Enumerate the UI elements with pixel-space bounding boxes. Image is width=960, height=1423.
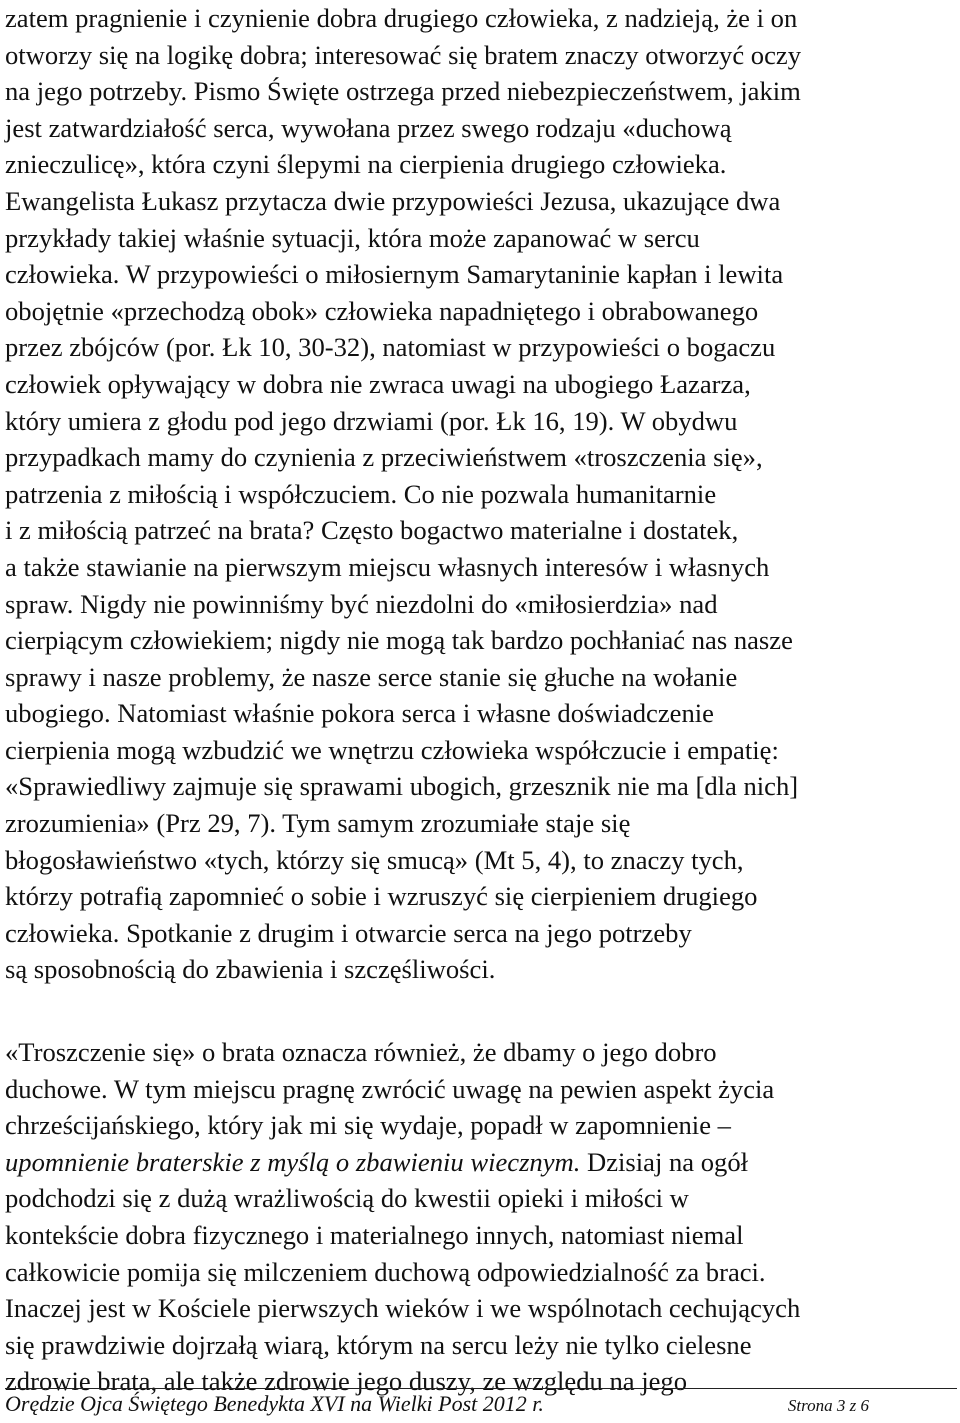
text-line: przez zbójców (por. Łk 10, 30-32), natomiast w przypowieści o bogaczu — [5, 332, 776, 363]
text-line: cierpiącym człowiekiem; nigdy nie mogą tak bardzo pochłaniać nas nasze — [5, 625, 793, 656]
text-line-mixed — [5, 1144, 957, 1181]
text-line: ubogiego. Natomiast właśnie pokora serca i własne doświadczenie — [5, 698, 714, 729]
text-line: «Troszczenie się» o brata oznacza również, że dbamy o jego dobro — [5, 1037, 717, 1068]
text-fragment: Dzisiaj na ogół — [580, 1146, 749, 1177]
paragraph-1 — [5, 0, 957, 988]
text-line: przykłady takiej właśnie sytuacji, która może zapanować w sercu — [5, 222, 700, 253]
text-line: zatem pragnienie i czynienie dobra drugiego człowieka, z nadzieją, że i on — [5, 3, 798, 33]
text-line: którzy potrafią zapomnieć o sobie i wzruszyć się cierpieniem drugiego — [5, 881, 758, 912]
text-line: spraw. Nigdy nie powinniśmy być niezdolni do «miłosierdzia» nad — [5, 588, 718, 619]
text-line: podchodzi się z dużą wrażliwością do kwestii opieki i miłości w — [5, 1183, 689, 1214]
text-line: znieczulicę», która czyni ślepymi na cierpienia drugiego człowieka. — [5, 149, 727, 180]
document-page — [5, 0, 957, 1400]
text-line: Ewangelista Łukasz przytacza dwie przypowieści Jezusa, ukazujące dwa — [5, 185, 781, 216]
text-line: przypadkach mamy do czynienia z przeciwieństwem «troszczenia się», — [5, 442, 763, 473]
text-line: i z miłością patrzeć na brata? Często bogactwo materialne i dostatek, — [5, 515, 739, 546]
text-line: się prawdziwie dojrzałą wiarą, którym na sercu leży nie tylko cielesne — [5, 1329, 752, 1360]
text-line: cierpienia mogą wzbudzić we wnętrzu człowieka współczucie i empatię: — [5, 734, 779, 765]
text-line: obojętnie «przechodzą obok» człowieka napadniętego i obrabowanego — [5, 295, 759, 326]
paragraph-2 — [5, 1034, 957, 1400]
text-line: Inaczej jest w Kościele pierwszych wieków i we wspólnotach cechujących — [5, 1293, 801, 1324]
text-line: błogosławieństwo «tych, którzy się smucą» (Mt 5, 4), to znaczy tych, — [5, 844, 744, 875]
text-line: który umiera z głodu pod jego drzwiami (por. Łk 16, 19). W obydwu — [5, 405, 738, 436]
text-line: otworzy się na logikę dobra; interesować się bratem znaczy otworzyć oczy — [5, 39, 802, 70]
text-line: na jego potrzeby. Pismo Święte ostrzega przed niebezpieczeństwem, jakim — [5, 76, 801, 107]
text-line: duchowe. W tym miejscu pragnę zwrócić uwagę na pewien aspekt życia — [5, 1073, 775, 1104]
text-line: patrzenia z miłością i współczuciem. Co nie pozwala humanitarnie — [5, 478, 717, 509]
text-line: człowieka. Spotkanie z drugim i otwarcie serca na jego potrzeby — [5, 917, 692, 948]
text-line: chrześcijańskiego, który jak mi się wydaje, popadł w zapomnienie – — [5, 1110, 731, 1141]
text-line: sprawy i nasze problemy, że nasze serce stanie się głuche na wołanie — [5, 661, 738, 692]
page-footer — [5, 1388, 957, 1419]
text-line: człowiek opływający w dobra nie zwraca uwagi na ubogiego Łazarza, — [5, 368, 751, 399]
text-line: «Sprawiedliwy zajmuje się sprawami ubogich, grzesznik nie ma [dla nich] — [5, 771, 799, 802]
text-line: człowieka. W przypowieści o miłosiernym Samarytaninie kapłan i lewita — [5, 259, 784, 290]
text-line: całkowicie pomija się milczeniem duchową odpowiedzialność za braci. — [5, 1256, 766, 1287]
text-line: a także stawianie na pierwszym miejscu własnych interesów i własnych — [5, 551, 770, 582]
text-line: zdrowie brata, ale także zdrowie jego duszy, ze względu na jego — [5, 1366, 688, 1397]
page-number: Strona 3 z 6 — [787, 1396, 869, 1415]
text-line: zrozumienia» (Prz 29, 7). Tym samym zrozumiałe staje się — [5, 808, 631, 839]
italic-phrase: upomnienie braterskie z myślą o zbawieniu wiecznym. — [5, 1146, 581, 1177]
text-line: kontekście dobra fizycznego i materialnego innych, natomiast niemal — [5, 1220, 744, 1250]
text-line: jest zatwardziałość serca, wywołana przez swego rodzaju «duchową — [5, 112, 732, 143]
text-line: są sposobnością do zbawienia i szczęśliwości. — [5, 954, 496, 985]
footer-title: Orędzie Ojca Świętego Benedykta XVI na Wielki Post 2012 r. — [5, 1391, 544, 1416]
